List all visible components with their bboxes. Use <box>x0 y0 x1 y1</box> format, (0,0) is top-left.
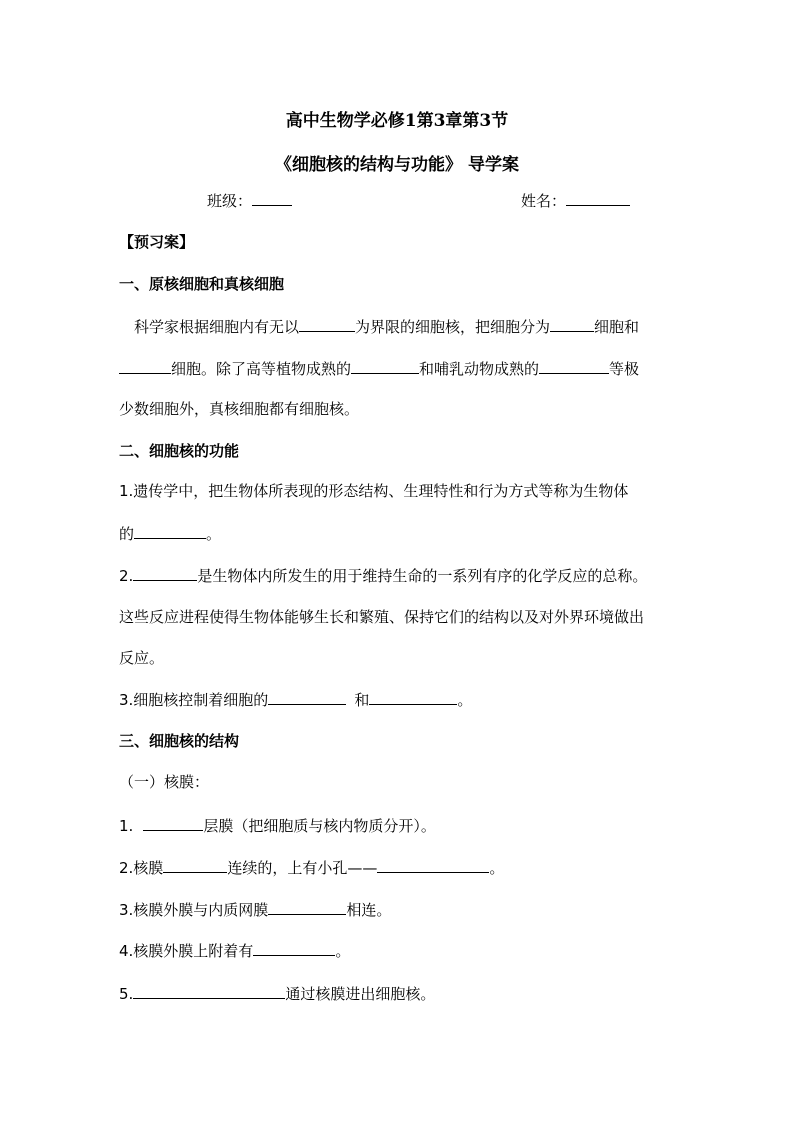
blank[interactable] <box>163 856 227 873</box>
text-span: 是生物体内所发生的用于维持生命的一系列有序的化学反应的总称。 <box>197 567 648 585</box>
blank[interactable] <box>550 315 594 332</box>
s2-q2-line3: 反应。 <box>119 649 165 667</box>
preview-label: 【预习案】 <box>119 233 195 251</box>
item-number: 1. <box>119 817 134 835</box>
class-field <box>207 189 292 212</box>
blank[interactable] <box>133 982 285 999</box>
text-span: 。 <box>489 859 505 877</box>
s1-paragraph-line2 <box>119 357 639 380</box>
blank[interactable] <box>119 357 171 374</box>
s3-subheading: （一）核膜： <box>119 773 210 791</box>
s2-q2-line1 <box>119 564 647 587</box>
text-span: 为界限的细胞核，把细胞分为 <box>355 318 551 336</box>
blank[interactable] <box>143 814 203 831</box>
s1-paragraph-line1 <box>134 315 639 338</box>
blank[interactable] <box>369 688 457 705</box>
text-span: 3.核膜外膜与内质网膜 <box>119 901 269 919</box>
text-span: 。 <box>206 525 222 543</box>
item-number: 5. <box>119 985 134 1003</box>
text-span: 科学家根据细胞内有无以 <box>134 318 300 336</box>
text-span: 和哺乳动物成熟的 <box>419 360 540 378</box>
text-span: 。 <box>335 942 351 960</box>
text-span: 4.核膜外膜上附着有 <box>119 942 254 960</box>
blank[interactable] <box>377 856 489 873</box>
blank[interactable] <box>253 939 335 956</box>
text-span: 。 <box>457 691 473 709</box>
s3-item3 <box>119 898 391 921</box>
blank[interactable] <box>268 688 346 705</box>
s3-item1 <box>119 814 436 837</box>
text-span: 的 <box>119 525 135 543</box>
blank[interactable] <box>133 564 197 581</box>
text-span: 连续的，上有小孔—— <box>227 859 378 877</box>
text-span: 相连。 <box>346 901 392 919</box>
text-span: 通过核膜进出细胞核。 <box>285 985 436 1003</box>
s3-item5 <box>119 982 435 1005</box>
blank[interactable] <box>299 315 355 332</box>
s2-q1-line1: 1.遗传学中，把生物体所表现的形态结构、生理特性和行为方式等称为生物体 <box>119 482 629 500</box>
text-span: 3.细胞核控制着细胞的 <box>119 691 269 709</box>
name-blank[interactable] <box>566 189 630 206</box>
name-label: 姓名： <box>521 192 567 210</box>
text-span: 等极 <box>609 360 640 378</box>
s2-q3 <box>119 688 472 711</box>
s2-q2-line2: 这些反应进程使得生物体能够生长和繁殖、保持它们的结构以及对外界环境做出 <box>119 608 645 626</box>
text-span: 细胞和 <box>594 318 640 336</box>
text-span: 层膜（把细胞质与核内物质分开）。 <box>203 817 436 835</box>
s3-item4 <box>119 939 350 962</box>
blank[interactable] <box>351 357 419 374</box>
class-blank[interactable] <box>252 189 292 206</box>
section1-heading: 一、原核细胞和真核细胞 <box>119 275 285 293</box>
section3-heading: 三、细胞核的结构 <box>119 732 240 750</box>
blank[interactable] <box>134 522 206 539</box>
class-label: 班级： <box>207 192 253 210</box>
name-field <box>521 189 630 212</box>
s3-item2 <box>119 856 504 879</box>
text-span: 2.核膜 <box>119 859 164 877</box>
s2-q1-line2 <box>119 522 221 545</box>
question-number: 2. <box>119 567 134 585</box>
page-subtitle: 《细胞核的结构与功能》 导学案 <box>275 155 519 175</box>
text-span: 细胞。除了高等植物成熟的 <box>171 360 352 378</box>
s1-paragraph-line3: 少数细胞外，真核细胞都有细胞核。 <box>119 400 360 418</box>
page-title: 高中生物学必修1第3章第3节 <box>285 111 509 131</box>
text-span: 和 <box>354 691 370 709</box>
blank[interactable] <box>268 898 346 915</box>
section2-heading: 二、细胞核的功能 <box>119 442 240 460</box>
blank[interactable] <box>539 357 609 374</box>
